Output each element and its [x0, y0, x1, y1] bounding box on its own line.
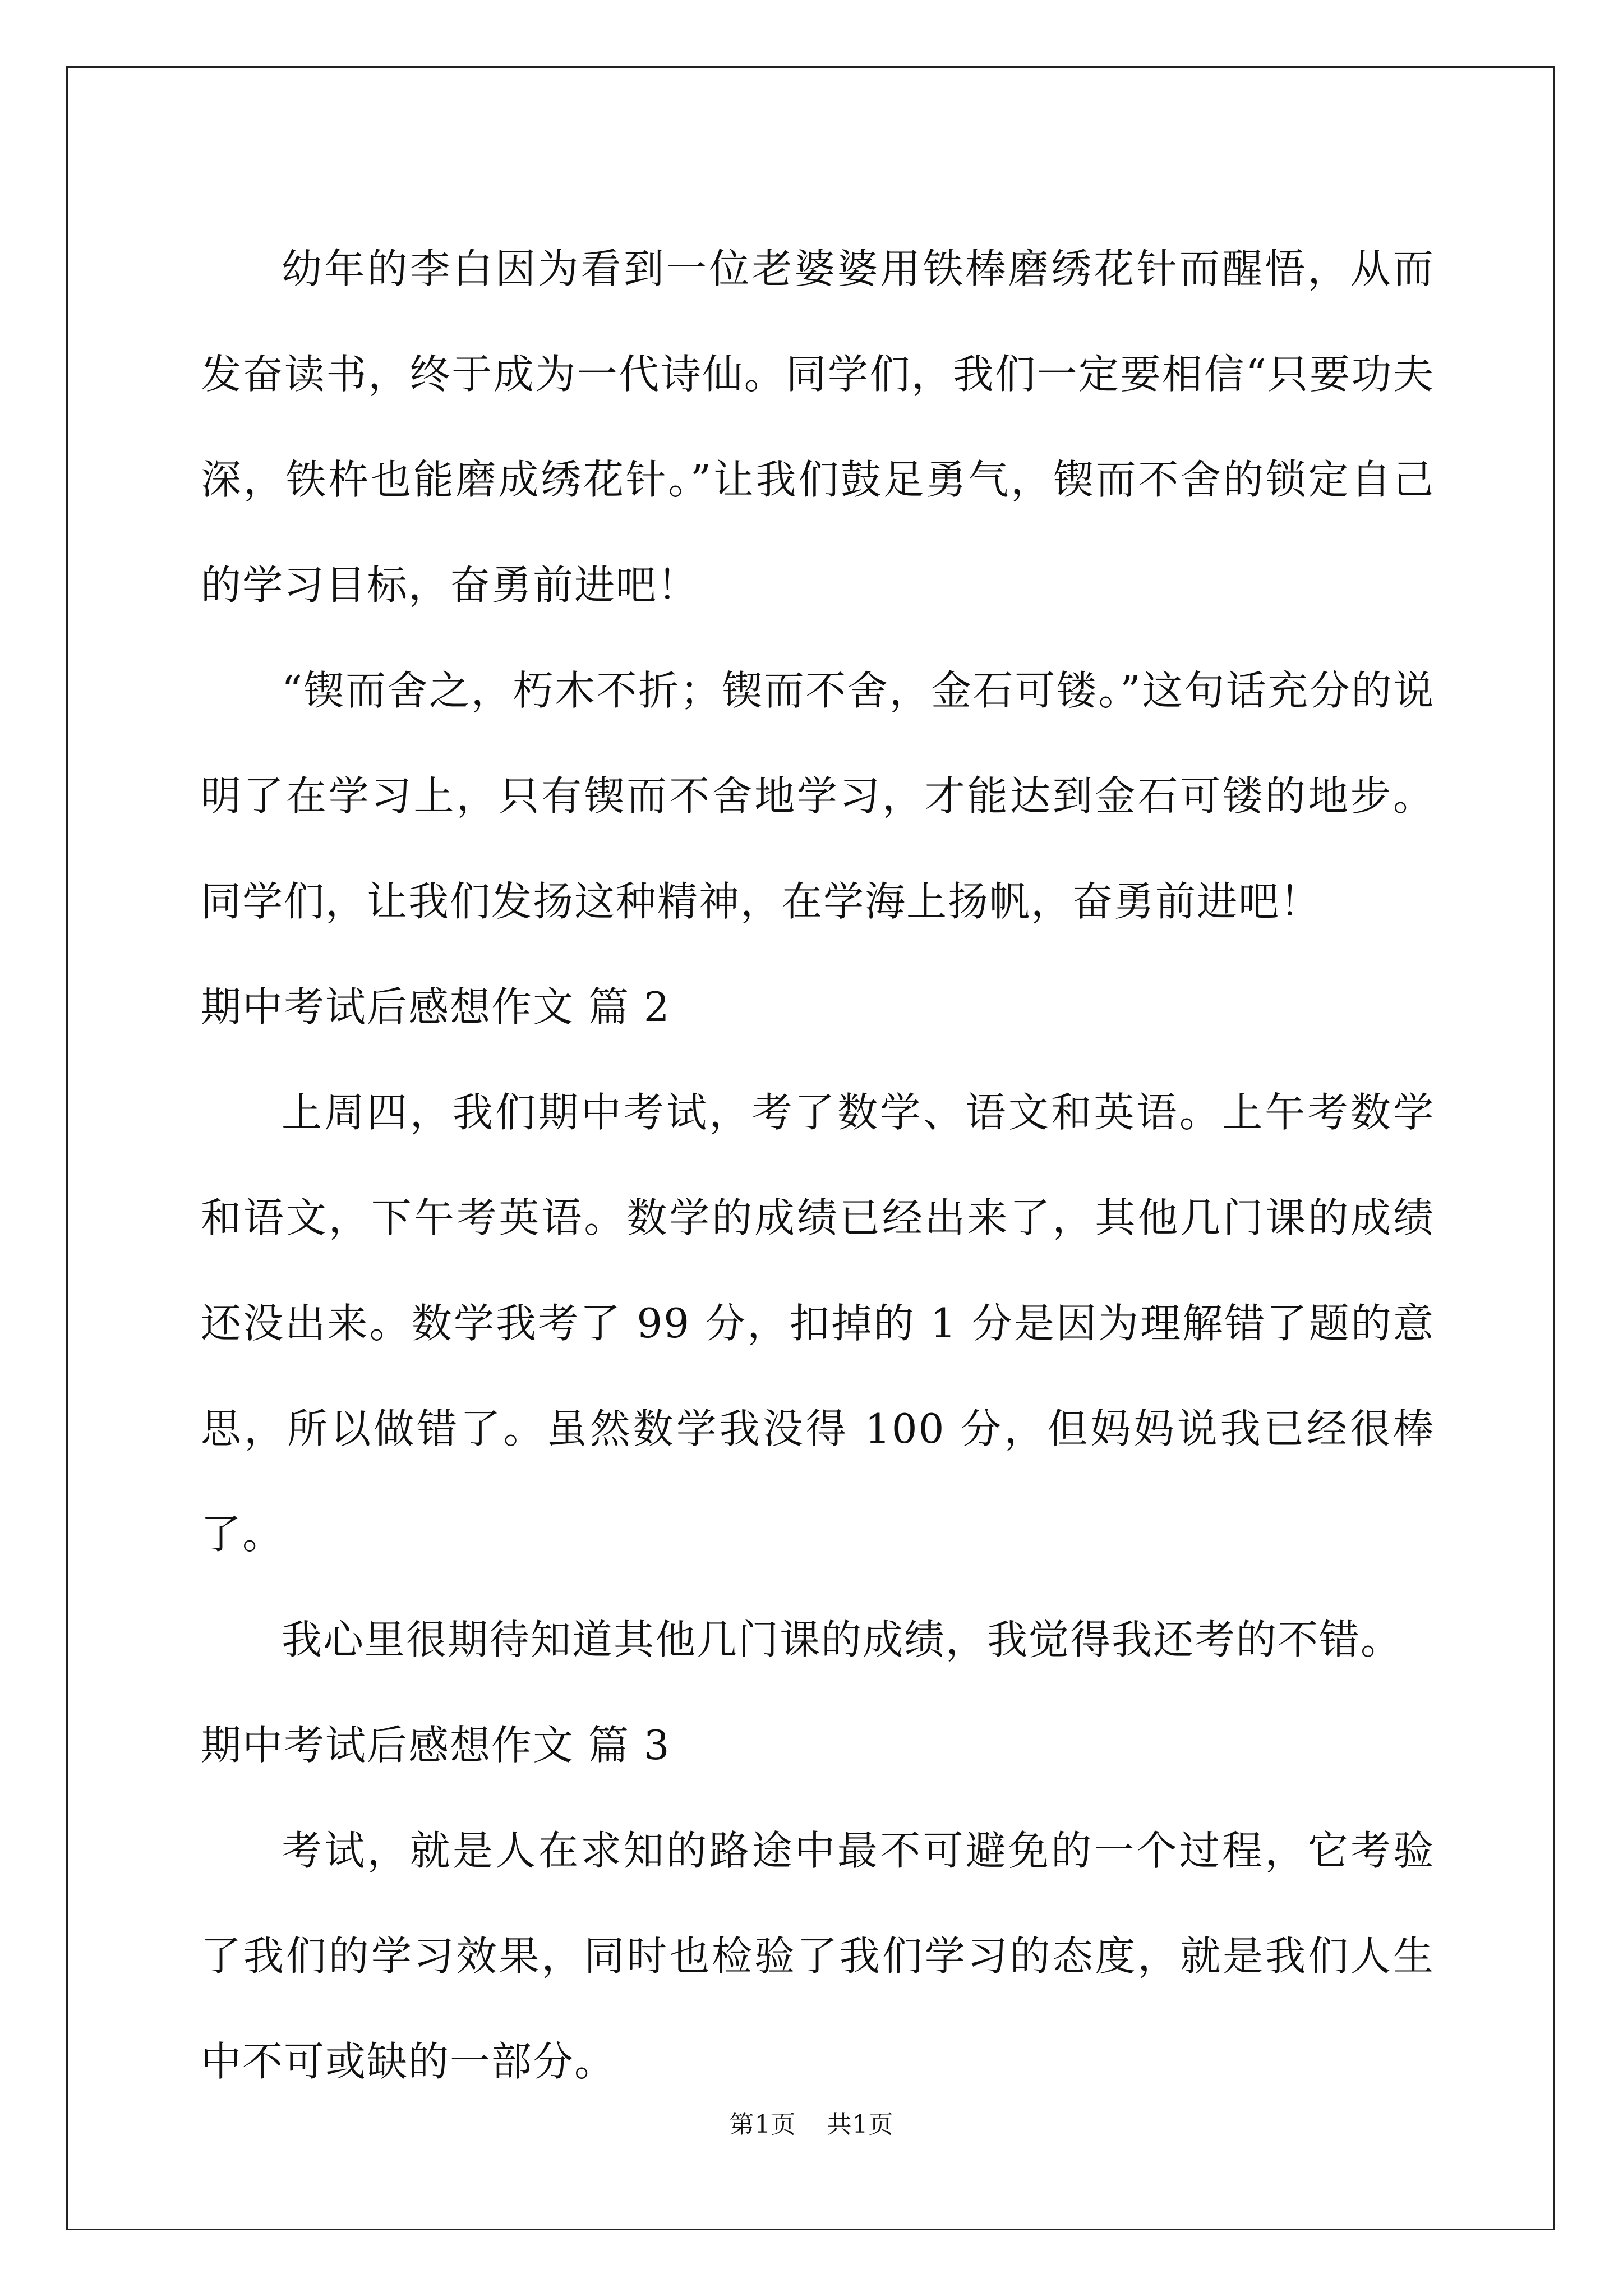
- paragraph-exam-report: 上周四，我们期中考试，考了数学、语文和英语。上午考数学和语文，下午考英语。数学的成绩已经出来了，其他几门课的成绩还没出来。数学我考了 99 分，扣掉的 1 分是因为理解错了题的意思，所以做错了。虽然数学我没得 100 分，但妈妈说我已经很棒了。: [201, 1089, 1435, 1558]
- paragraph-quote: “锲而舍之，朽木不折；锲而不舍，金石可镂。”这句话充分的说明了在学习上，只有锲而不舍地学习，才能达到金石可镂的地步。同学们，让我们发扬这种精神，在学海上扬帆，奋勇前进吧！: [201, 667, 1435, 925]
- page-footer: [0, 2108, 1623, 2142]
- paragraph-expectation: 我心里很期待知道其他几门课的成绩，我觉得我还考的不错。: [282, 1616, 1403, 1663]
- section-heading-3: 期中考试后感想作文 篇 3: [201, 1722, 671, 1769]
- paragraph-exam-meaning: 考试，就是人在求知的路途中最不可避免的一个过程，它考验了我们的学习效果，同时也检验了我们学习的态度，就是我们人生中不可或缺的一部分。: [201, 1827, 1435, 2085]
- page-number: 第1页: [729, 2110, 796, 2139]
- paragraph-li-bai: 幼年的李白因为看到一位老婆婆用铁棒磨绣花针而醒悟，从而发奋读书，终于成为一代诗仙。同学们，我们一定要相信“只要功夫深，铁杵也能磨成绣花针。”让我们鼓足勇气，锲而不舍的锁定自己的学习目标，奋勇前进吧！: [201, 245, 1435, 609]
- document-body: [201, 216, 1435, 2114]
- section-heading-2: 期中考试后感想作文 篇 2: [201, 983, 671, 1030]
- page-total: 共1页: [827, 2110, 894, 2139]
